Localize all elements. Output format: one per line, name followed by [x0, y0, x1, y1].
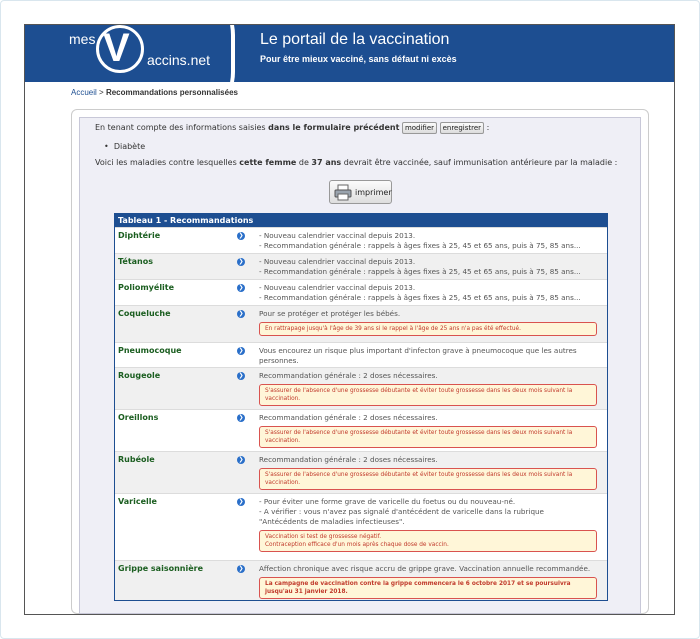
table-row — [115, 279, 607, 305]
table-row — [115, 227, 607, 253]
logo-mes: mes — [69, 31, 96, 47]
recommendation-text — [259, 231, 604, 251]
portal-subtitle: Pour être mieux vacciné, sans défaut ni excès — [260, 54, 457, 64]
info-arrow-icon[interactable]: ❯ — [238, 414, 244, 421]
condition-label: Diabète — [113, 142, 146, 151]
recommendation-line: Recommandation générale : 2 doses nécessaires. — [259, 455, 438, 464]
intro-line — [95, 122, 489, 134]
modifier-button[interactable]: modifier — [402, 122, 437, 134]
logo-v: V — [103, 26, 130, 70]
print-label: imprimer — [355, 188, 392, 197]
recommendation-text — [259, 371, 604, 406]
info-arrow-icon[interactable]: ❯ — [238, 456, 244, 463]
disease-name: Varicelle — [118, 497, 157, 506]
print-button[interactable] — [329, 180, 392, 204]
voici-bold-1: cette femme — [239, 158, 297, 167]
recommendation-line: personnes. — [259, 356, 299, 365]
table-row — [115, 493, 607, 560]
recommendations-table — [114, 213, 608, 601]
table-row — [115, 253, 607, 279]
warning-box: La campagne de vaccination contre la grippe commencera le 6 octobre 2017 et se poursuivra jusqu'au 31 janvier 2018. — [259, 577, 597, 599]
recommendation-line: - Pour éviter une forme grave de varicelle du foetus ou du nouveau-né. — [259, 497, 516, 506]
table-row — [115, 342, 607, 367]
recommendation-line: Recommandation générale : 2 doses nécessaires. — [259, 413, 438, 422]
table-title: Tableau 1 - Recommandations — [115, 214, 607, 227]
table-row — [115, 451, 607, 493]
table-row — [115, 409, 607, 451]
warning-box: S'assurer de l'absence d'une grossesse débutante et éviter toute grossesse dans les deux mois suivant la vaccination. — [259, 468, 597, 490]
warning-box: S'assurer de l'absence d'une grossesse débutante et éviter toute grossesse dans les deux mois suivant la vaccination. — [259, 384, 597, 406]
recommendation-line: Pour se protéger et protéger les bébés. — [259, 309, 401, 318]
voici-bold-2: 37 ans — [311, 158, 342, 167]
recommendation-text — [259, 257, 604, 277]
recommendation-line: "Antécédents de maladies infectieuses". — [259, 517, 405, 526]
recommendation-line: Affection chronique avec risque accru de grippe grave. Vaccination annuelle recommandée. — [259, 564, 591, 573]
voici-text-1: Voici les maladies contre lesquelles — [95, 158, 237, 167]
warning-box: En rattrapage jusqu'à l'âge de 39 ans si le rappel à l'âge de 25 ans n'a pas été effectué. — [259, 322, 597, 336]
recommendation-text — [259, 455, 604, 490]
disease-name: Pneumocoque — [118, 346, 182, 355]
recommendation-line: Vous encourez un risque plus important d'infecton grave à pneumocoque que les autres — [259, 346, 577, 355]
condition-item — [104, 142, 145, 151]
recommendation-line: - Recommandation générale : rappels à âges fixes à 25, 45 et 65 ans, puis à 75, 85 ans... — [259, 293, 581, 302]
disease-name: Poliomyélite — [118, 283, 175, 292]
disease-name: Tétanos — [118, 257, 153, 266]
recommendation-line: - Nouveau calendrier vaccinal depuis 2013. — [259, 283, 416, 292]
intro-bold: dans le formulaire précédent — [268, 123, 400, 132]
recommendation-line: - Nouveau calendrier vaccinal depuis 2013. — [259, 231, 416, 240]
breadcrumb — [71, 88, 238, 97]
info-arrow-icon[interactable]: ❯ — [238, 565, 244, 572]
disease-name: Rougeole — [118, 371, 161, 380]
info-arrow-icon[interactable]: ❯ — [238, 372, 244, 379]
info-arrow-icon[interactable]: ❯ — [238, 284, 244, 291]
intro-colon: : — [486, 123, 490, 132]
banner-arc — [185, 25, 235, 82]
recommendation-text — [259, 413, 604, 448]
recommendation-line: - Recommandation générale : rappels à âges fixes à 25, 45 et 65 ans, puis à 75, 85 ans... — [259, 267, 581, 276]
disease-name: Oreillons — [118, 413, 159, 422]
recommendation-line: - Nouveau calendrier vaccinal depuis 2013. — [259, 257, 416, 266]
bullet-icon: • — [104, 142, 114, 151]
recommendation-line: - A vérifier : vous n'avez pas signalé d'antécédent de varicelle dans la rubrique — [259, 507, 544, 516]
banner — [25, 25, 674, 82]
voici-text-3: devrait être vaccinée, sauf immunisation antérieure par la maladie : — [343, 158, 618, 167]
recommendation-text — [259, 283, 604, 303]
recommendation-text — [259, 497, 604, 552]
recommendation-text — [259, 346, 604, 366]
warning-box: Vaccination si test de grossesse négatif. Contraception efficace d'un mois après chaque dose de vaccin. — [259, 530, 597, 552]
logo-text: accins.net — [147, 52, 211, 68]
info-arrow-icon[interactable]: ❯ — [238, 232, 244, 239]
disease-name: Coqueluche — [118, 309, 171, 318]
recommendation-line: Recommandation générale : 2 doses nécessaires. — [259, 371, 438, 380]
intro-text: En tenant compte des informations saisies — [95, 123, 266, 132]
info-arrow-icon[interactable]: ❯ — [238, 310, 244, 317]
breadcrumb-separator: > — [99, 88, 104, 97]
info-arrow-icon[interactable]: ❯ — [238, 258, 244, 265]
disease-name: Diphtérie — [118, 231, 161, 240]
breadcrumb-current: Recommandations personnalisées — [105, 88, 238, 97]
portal-title: Le portail de la vaccination — [260, 31, 450, 48]
warning-box: S'assurer de l'absence d'une grossesse débutante et éviter toute grossesse dans les deux mois suivant la vaccination. — [259, 426, 597, 448]
printer-icon — [334, 184, 352, 201]
table-row — [115, 560, 607, 600]
table-row — [115, 305, 607, 342]
info-arrow-icon[interactable]: ❯ — [238, 498, 244, 505]
info-arrow-icon[interactable]: ❯ — [238, 347, 244, 354]
recommendation-text — [259, 564, 604, 599]
breadcrumb-home-link[interactable]: Accueil — [71, 88, 97, 97]
disease-name: Rubéole — [118, 455, 155, 464]
disease-name: Grippe saisonnière — [118, 564, 204, 573]
table-row — [115, 367, 607, 409]
enregistrer-button[interactable]: enregistrer — [440, 122, 484, 134]
recommendation-text — [259, 309, 604, 336]
voici-text-2: de — [298, 158, 309, 167]
recommendation-line: - Recommandation générale : rappels à âges fixes à 25, 45 et 65 ans, puis à 75, 85 ans... — [259, 241, 581, 250]
voici-line — [95, 158, 617, 167]
